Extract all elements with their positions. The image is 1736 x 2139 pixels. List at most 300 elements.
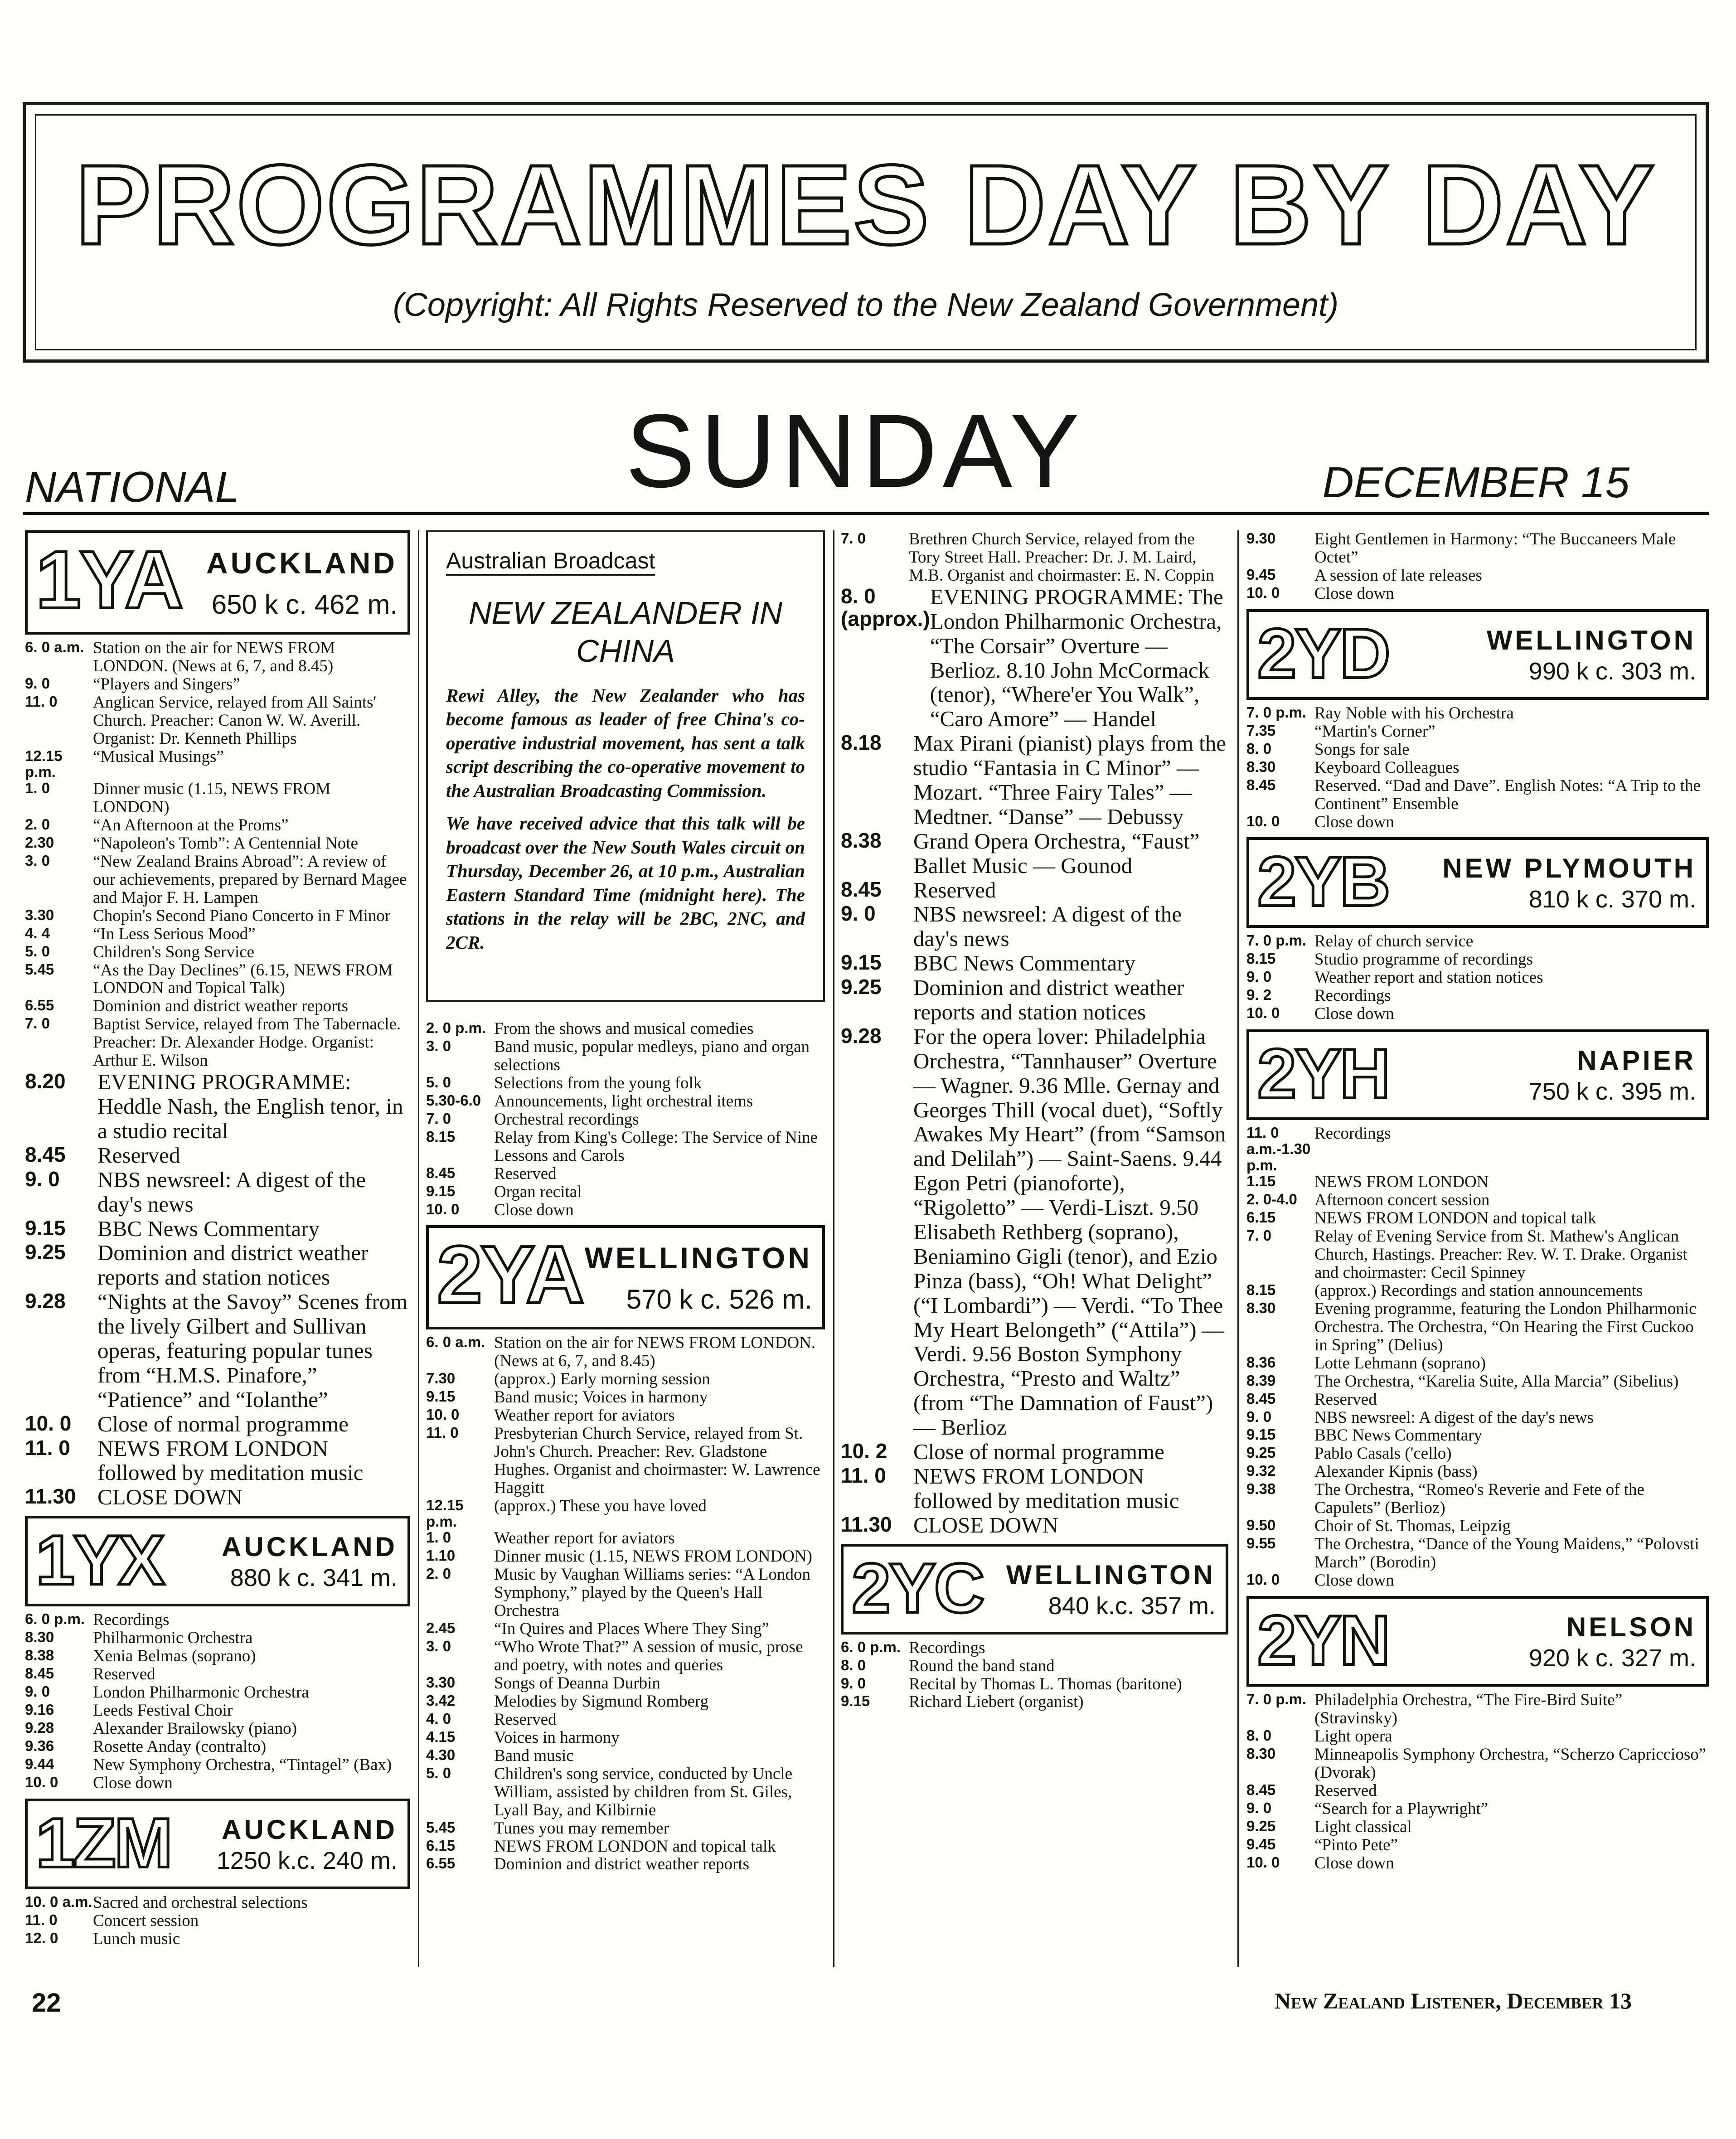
entry-text: Evening programme, featuring the London Philharmonic Orchestra. The Orchestra, “On Hearing the First Cuckoo in Spring” (Delius) — [1314, 1299, 1697, 1354]
schedule-entry — [25, 1756, 410, 1774]
entry-text: BBC News Commentary — [97, 1216, 320, 1241]
entry-time: 4.15 — [426, 1728, 456, 1745]
schedule-entry — [1246, 1445, 1709, 1463]
entry-text: Recordings — [1314, 986, 1391, 1005]
station-frequency: 840 k.c. 357 m. — [1048, 1592, 1216, 1620]
schedule-entry — [1246, 1300, 1709, 1354]
entry-text: Selections from the young folk — [494, 1073, 702, 1092]
station-call-sign: 2YD — [1257, 614, 1389, 693]
schedule-entry — [841, 878, 1228, 902]
entry-text: Children's song service, conducted by Uncle William, assisted by children from St. Giles, Lyall Bay, and Kilbirnie — [494, 1764, 793, 1819]
schedule-entry — [25, 1683, 410, 1702]
schedule-entry — [1246, 1854, 1709, 1872]
entry-text: “In Quires and Places Where They Sing” — [494, 1620, 769, 1639]
schedule-entry — [426, 1201, 825, 1219]
entry-text: CLOSE DOWN — [913, 1512, 1058, 1538]
entry-text: Minneapolis Symphony Orchestra, “Scherzo Capriccioso” (Dvorak) — [1314, 1745, 1707, 1782]
entry-text: Children's Song Service — [93, 942, 255, 961]
entry-time: 8.15 — [426, 1128, 456, 1145]
schedule-entry — [841, 1675, 1228, 1693]
entry-text: Richard Liebert (organist) — [909, 1693, 1084, 1712]
network-label: NATIONAL — [25, 463, 239, 511]
entry-time: 9. 0 — [1246, 968, 1272, 985]
entry-time: 11. 0 — [426, 1424, 459, 1441]
schedule-entry — [1246, 1782, 1709, 1800]
schedule-entry — [25, 816, 410, 834]
entry-text: Leeds Festival Choir — [93, 1701, 233, 1720]
schedule-entry — [426, 1620, 825, 1638]
entry-time: 7.30 — [426, 1370, 456, 1387]
schedule-entry — [25, 1241, 410, 1290]
schedule-entry — [426, 1729, 825, 1747]
entry-text: Close down — [494, 1200, 574, 1219]
schedule-entry — [1246, 1517, 1709, 1535]
entry-text: Songs of Deanna Durbin — [494, 1673, 660, 1693]
entry-text: Close of normal programme — [913, 1439, 1164, 1465]
entry-text: Reserved — [913, 877, 996, 902]
schedule-entry — [426, 1747, 825, 1765]
schedule-1zm — [25, 1894, 410, 1948]
entry-text: A session of late releases — [1314, 566, 1482, 585]
entry-text: Close down — [93, 1773, 173, 1792]
schedule-entry — [841, 731, 1228, 829]
promo-paragraph: We have received advice that this talk will be broadcast over the New South Wales circuit on Thursday, December 26, at 10 p.m., Australian Eastern Standard Time (midnight here). The stations in the relay will be 2BC, 2NC, and 2CR. — [446, 813, 805, 953]
schedule-entry — [1246, 1818, 1709, 1836]
schedule-entry — [1246, 530, 1709, 567]
schedule-entry — [1246, 741, 1709, 759]
station-box-1ya — [25, 530, 410, 635]
column-2 — [426, 530, 825, 1967]
entry-time: 8.39 — [1246, 1372, 1276, 1389]
station-box-2yh — [1246, 1029, 1709, 1120]
schedule-entry — [1246, 1373, 1709, 1391]
schedule-2yd — [1246, 704, 1709, 831]
entry-text: Reserved — [93, 1665, 155, 1684]
entry-time: 9.38 — [1246, 1480, 1276, 1498]
entry-time: 9.15 — [426, 1182, 456, 1199]
entry-time: 10. 0 — [1246, 812, 1280, 829]
schedule-entry — [841, 585, 1228, 731]
entry-time: 8. 0 (approx.) — [841, 584, 930, 631]
schedule-entry — [1246, 1282, 1709, 1300]
entry-text: BBC News Commentary — [1314, 1426, 1482, 1445]
entry-time: 3.30 — [426, 1673, 456, 1691]
schedule-entry — [426, 1165, 825, 1183]
entry-text: “Who Wrote That?” A session of music, prose and poetry, with notes and queries — [494, 1638, 803, 1674]
station-frequency: 750 k c. 395 m. — [1528, 1078, 1696, 1106]
station-city: WELLINGTON — [584, 1241, 812, 1275]
schedule-entry — [25, 675, 410, 694]
entry-time: 6. 0 a.m. — [426, 1334, 485, 1351]
entry-text: Reserved — [1314, 1781, 1377, 1800]
entry-time: 11. 0 a.m.-1.30 p.m. — [1246, 1124, 1311, 1174]
entry-time: 8.30 — [1246, 1745, 1276, 1762]
schedule-2yc — [841, 1639, 1228, 1712]
entry-time: 9.15 — [1246, 1426, 1276, 1443]
schedule-entry — [25, 907, 410, 925]
entry-text: Announcements, light orchestral items — [494, 1091, 753, 1111]
column-divider — [833, 530, 834, 1967]
schedule-entry — [1246, 1836, 1709, 1854]
schedule-entry — [25, 1485, 410, 1509]
schedule-entry — [1246, 1691, 1709, 1727]
station-call-sign: 1ZM — [36, 1803, 171, 1882]
schedule-entry — [1246, 1727, 1709, 1746]
entry-text: Weather report for aviators — [494, 1406, 675, 1425]
entry-time: 10. 0 — [1246, 1853, 1280, 1871]
schedule-entry — [25, 780, 410, 816]
station-frequency: 650 k c. 462 m. — [211, 589, 398, 620]
entry-text: Dinner music (1.15, NEWS FROM LONDON) — [93, 779, 331, 816]
schedule-entry — [1246, 759, 1709, 777]
entry-time: 7. 0 — [841, 530, 866, 547]
entry-time: 1.10 — [426, 1547, 456, 1564]
entry-text: “Pinto Pete” — [1314, 1835, 1398, 1854]
entry-time: 4.30 — [426, 1746, 456, 1763]
entry-time: 11. 0 — [25, 1911, 58, 1928]
entry-text: Dominion and district weather reports and station notices — [913, 975, 1184, 1024]
schedule-entry — [1246, 585, 1709, 603]
schedule-entry — [1246, 723, 1709, 741]
station-city: NELSON — [1566, 1612, 1696, 1643]
schedule-entry — [25, 639, 410, 675]
schedule-2yn — [1246, 1691, 1709, 1872]
entry-text: Concert session — [93, 1911, 199, 1930]
entry-time: 7. 0 — [426, 1110, 451, 1127]
entry-time: 5.45 — [426, 1819, 456, 1836]
entry-text: Recital by Thomas L. Thomas (baritone) — [909, 1674, 1182, 1693]
schedule-entry — [426, 1074, 825, 1092]
schedule-entry — [25, 853, 410, 907]
entry-text: NEWS FROM LONDON and topical talk — [494, 1837, 776, 1856]
entry-time: 6. 0 p.m. — [25, 1610, 85, 1628]
entry-text: Lunch music — [93, 1929, 180, 1948]
entry-text: EVENING PROGRAMME: Heddle Nash, the English tenor, in a studio recital — [97, 1069, 403, 1143]
schedule-entry — [1246, 1354, 1709, 1373]
column-3 — [841, 530, 1228, 1967]
entry-time: 8.20 — [25, 1069, 66, 1093]
entry-time: 5.45 — [25, 960, 54, 978]
entry-text: NEWS FROM LONDON and topical talk — [1314, 1209, 1596, 1228]
schedule-entry — [25, 1412, 410, 1436]
schedule-entry — [841, 1024, 1228, 1440]
entry-text: Eight Gentlemen in Harmony: “The Buccaneers Male Octet” — [1314, 530, 1676, 567]
entry-time: 10. 0 a.m. — [25, 1893, 92, 1910]
entry-text: “An Afternoon at the Proms” — [93, 815, 289, 834]
schedule-entry — [426, 1129, 825, 1165]
entry-time: 8.45 — [1246, 1781, 1276, 1798]
entry-time: 12. 0 — [25, 1929, 58, 1946]
station-call-sign: 1YX — [36, 1521, 163, 1600]
entry-time: 1. 0 — [25, 779, 50, 796]
schedule-entry — [25, 1738, 410, 1756]
entry-text: Weather report and station notices — [1314, 968, 1543, 987]
schedule-entry — [426, 1388, 825, 1407]
entry-text: Songs for sale — [1314, 740, 1410, 759]
entry-time: 10. 2 — [841, 1439, 887, 1463]
entry-text: Dominion and district weather reports — [494, 1855, 750, 1874]
schedule-entry — [426, 1547, 825, 1566]
schedule-entry — [1246, 704, 1709, 723]
entry-text: Recordings — [909, 1638, 985, 1657]
entry-text: Light opera — [1314, 1727, 1392, 1746]
entry-time: 5.30-6.0 — [426, 1091, 481, 1109]
entry-time: 9.45 — [1246, 566, 1276, 583]
entry-text: “Martin's Corner” — [1314, 722, 1435, 741]
entry-time: 8. 0 — [1246, 740, 1272, 757]
entry-text: Philadelphia Orchestra, “The Fire-Bird Suite” (Stravinsky) — [1314, 1691, 1623, 1727]
entry-time: 9.25 — [1246, 1817, 1276, 1834]
schedule-entry — [25, 961, 410, 998]
entry-time: 8. 0 — [841, 1656, 866, 1673]
entry-time: 9.25 — [25, 1240, 66, 1264]
schedule-entry — [1246, 1409, 1709, 1427]
station-box-1zm — [25, 1799, 410, 1889]
station-frequency: 880 k c. 341 m. — [230, 1564, 398, 1592]
schedule-entry — [426, 1855, 825, 1873]
entry-time: 3. 0 — [25, 852, 50, 869]
entry-time: 8.30 — [1246, 1299, 1276, 1316]
entry-time: 11.30 — [841, 1512, 892, 1536]
station-frequency: 990 k c. 303 m. — [1528, 657, 1696, 685]
station-city: WELLINGTON — [1486, 625, 1696, 655]
schedule-entry — [841, 1513, 1228, 1538]
entry-time: 8.45 — [426, 1164, 456, 1181]
schedule-entry — [25, 1290, 410, 1411]
schedule-entry — [25, 1702, 410, 1720]
schedule-entry — [25, 1070, 410, 1143]
schedule-entry — [426, 1334, 825, 1370]
entry-text: Dominion and district weather reports — [93, 997, 349, 1016]
schedule-entry — [25, 925, 410, 943]
entry-text: (approx.) Recordings and station announcements — [1314, 1281, 1643, 1300]
schedule-entry — [1246, 1481, 1709, 1517]
schedule-entry — [1246, 1005, 1709, 1023]
entry-time: 8.38 — [25, 1647, 54, 1664]
entry-time: 9. 0 — [25, 674, 50, 692]
entry-text: Afternoon concert session — [1314, 1191, 1490, 1210]
entry-text: “New Zealand Brains Abroad”: A review of our achievements, prepared by Bernard Magee and Major F. H. Lampen — [93, 852, 407, 907]
schedule-entry — [841, 902, 1228, 951]
entry-time: 9.50 — [1246, 1517, 1276, 1534]
entry-text: EVENING PROGRAMME: The London Philharmonic Orchestra, “The Corsair” Overture — Berlioz. 8.10 John McCormack (tenor), “Where'er You Walk”, “Caro Amore” — Handel — [930, 584, 1223, 732]
station-box-1yx — [25, 1516, 410, 1606]
schedule-entry — [426, 1407, 825, 1425]
entry-time: 9.15 — [841, 951, 882, 975]
entry-text: “Nights at the Savoy” Scenes from the lively Gilbert and Sullivan operas, featuring popular tunes from “H.M.S. Pinafore,” “Patience” and “Iolanthe” — [97, 1289, 408, 1412]
schedule-entry — [841, 1639, 1228, 1657]
schedule-entry — [1246, 1426, 1709, 1445]
entry-time: 11. 0 — [25, 693, 58, 710]
entry-text: Recordings — [93, 1610, 170, 1630]
schedule-entry — [426, 1425, 825, 1497]
entry-time: 1.15 — [1246, 1173, 1276, 1190]
station-city: WELLINGTON — [1006, 1559, 1216, 1590]
entry-time: 11. 0 — [25, 1436, 70, 1460]
entry-text: NBS newsreel: A digest of the day's news — [1314, 1408, 1594, 1427]
station-call-sign: 2YA — [437, 1229, 583, 1321]
entry-text: Round the band stand — [909, 1656, 1055, 1675]
entry-time: 8.30 — [25, 1629, 54, 1646]
entry-time: 6.55 — [25, 997, 54, 1014]
schedule-entry — [1246, 1463, 1709, 1481]
schedule-entry — [426, 1638, 825, 1674]
entry-time: 9.28 — [841, 1023, 882, 1048]
entry-text: Baptist Service, relayed from The Tabernacle. Preacher: Dr. Alexander Hodge. Organist: Arthur E. Wilson — [93, 1015, 401, 1070]
entry-text: Sacred and orchestral selections — [93, 1893, 308, 1912]
entry-time: 2.45 — [426, 1620, 456, 1637]
entry-text: Pablo Casals ('cello) — [1314, 1444, 1452, 1463]
schedule-entry — [426, 1092, 825, 1111]
entry-text: Alexander Kipnis (bass) — [1314, 1462, 1478, 1481]
entry-time: 6.15 — [1246, 1209, 1276, 1226]
entry-time: 1. 0 — [426, 1529, 451, 1546]
entry-time: 3.42 — [426, 1692, 456, 1709]
entry-text: “Musical Musings” — [93, 747, 224, 766]
entry-time: 10. 0 — [426, 1406, 460, 1423]
entry-time: 9.25 — [1246, 1444, 1276, 1461]
entry-text: Studio programme of recordings — [1314, 950, 1533, 969]
entry-text: The Orchestra, “Karelia Suite, Alla Marcia” (Sibelius) — [1314, 1372, 1679, 1391]
entry-time: 9.15 — [841, 1693, 870, 1710]
entry-time: 9. 0 — [25, 1167, 60, 1191]
entry-time: 9.55 — [1246, 1535, 1276, 1552]
schedule-entry — [426, 1693, 825, 1711]
entry-text: Presbyterian Church Service, relayed from St. John's Church. Preacher: Rev. Gladstone Hughes. Organist and choirmaster: W. Lawrence Haggitt — [494, 1424, 820, 1498]
schedule-entry — [1246, 567, 1709, 585]
schedule-entry — [1246, 1572, 1709, 1590]
schedule-entry — [25, 1912, 410, 1930]
entry-text: Philharmonic Orchestra — [93, 1629, 253, 1648]
entry-text: NEWS FROM LONDON followed by meditation music — [97, 1436, 364, 1485]
entry-text: New Symphony Orchestra, “Tintagel” (Bax) — [93, 1755, 392, 1774]
entry-text: Close down — [1314, 1571, 1394, 1590]
entry-time: 8.15 — [1246, 950, 1276, 967]
schedule-entry — [1246, 987, 1709, 1005]
schedule-entry — [25, 1611, 410, 1629]
entry-text: Light classical — [1314, 1817, 1412, 1836]
schedule-entry — [426, 1183, 825, 1201]
entry-text: Band music — [494, 1746, 574, 1765]
entry-time: 9. 2 — [1246, 986, 1272, 1004]
entry-time: 7. 0 — [25, 1015, 50, 1032]
copyright-notice: (Copyright: All Rights Reserved to the New Zealand Government) — [393, 287, 1339, 323]
entry-time: 10. 0 — [1246, 584, 1280, 601]
schedule-entry — [1246, 1391, 1709, 1409]
entry-time: 2. 0-4.0 — [1246, 1191, 1297, 1208]
entry-time: 11.30 — [25, 1484, 76, 1508]
station-box-2yd — [1246, 609, 1709, 700]
entry-text: Brethren Church Service, relayed from the Tory Street Hall. Preacher: Dr. J. M. Laird, M.B. Organist and choirmaster: E. N. Coppin — [909, 530, 1214, 585]
promo-header: Australian Broadcast — [446, 548, 655, 576]
entry-time: 10. 0 — [1246, 1571, 1280, 1588]
entry-time: 3. 0 — [426, 1037, 451, 1054]
column-divider — [418, 530, 419, 1967]
entry-time: 6. 0 p.m. — [841, 1638, 901, 1655]
banner-title: PROGRAMMES DAY BY DAY — [75, 141, 1656, 268]
schedule-entry — [25, 997, 410, 1015]
entry-text: Chopin's Second Piano Concerto in F Minor — [93, 906, 391, 925]
entry-text: Melodies by Sigmund Romberg — [494, 1692, 709, 1711]
entry-text: Close down — [1314, 1004, 1394, 1023]
entry-text: Tunes you may remember — [494, 1819, 669, 1838]
schedule-entry — [25, 1217, 410, 1241]
entry-time: 9. 0 — [841, 1674, 866, 1692]
entry-time: 9.25 — [841, 975, 882, 999]
entry-text: “As the Day Declines” (6.15, NEWS FROM LONDON and Topical Talk) — [93, 960, 393, 998]
schedule-entry — [841, 1440, 1228, 1464]
entry-text: Reserved — [494, 1710, 557, 1729]
column-divider — [1237, 530, 1239, 1967]
schedule-entry — [25, 1894, 410, 1912]
entry-text: Close down — [1314, 584, 1394, 603]
schedule-entry — [426, 1038, 825, 1074]
schedule-entry — [841, 530, 1228, 585]
schedule-entry — [25, 1647, 410, 1665]
schedule-entry — [25, 1436, 410, 1485]
entry-text: Organ recital — [494, 1182, 582, 1201]
promo-title: NEW ZEALANDER IN CHINA — [468, 595, 783, 669]
entry-time: 9.28 — [25, 1289, 66, 1313]
entry-text: NEWS FROM LONDON — [1314, 1173, 1489, 1192]
date-heading: DECEMBER 15 — [1322, 458, 1629, 507]
entry-text: Relay of church service — [1314, 932, 1474, 951]
station-frequency: 1250 k.c. 240 m. — [216, 1847, 398, 1874]
entry-text: Station on the air for NEWS FROM LONDON. (News at 6, 7, and 8.45) — [93, 639, 335, 675]
schedule-entry — [426, 1111, 825, 1129]
entry-text: Rosette Anday (contralto) — [93, 1737, 267, 1756]
schedule-2yc-cont — [1246, 530, 1709, 603]
schedule-after-promo — [426, 1020, 825, 1219]
schedule-2ya-cont — [841, 530, 1228, 585]
schedule-entry — [841, 951, 1228, 975]
entry-time: 6. 0 a.m. — [25, 639, 84, 655]
schedule-entry — [426, 1020, 825, 1038]
entry-text: Xenia Belmas (soprano) — [93, 1647, 256, 1666]
day-heading: SUNDAY — [626, 393, 1085, 509]
schedule-entry — [1246, 1125, 1709, 1173]
entry-time: 8.45 — [1246, 1390, 1276, 1407]
entry-text: Band music; Voices in harmony — [494, 1388, 708, 1407]
entry-time: 9.28 — [25, 1719, 54, 1736]
entry-text: BBC News Commentary — [913, 951, 1135, 976]
station-frequency: 570 k c. 526 m. — [626, 1284, 812, 1315]
entry-time: 2.30 — [25, 834, 54, 851]
entry-time: 5. 0 — [25, 942, 50, 960]
entry-time: 9. 0 — [841, 902, 876, 926]
entry-text: “Players and Singers” — [93, 674, 240, 694]
entry-text: (approx.) Early morning session — [494, 1370, 710, 1389]
schedule-entry — [1246, 1746, 1709, 1782]
entry-time: 7. 0 p.m. — [1246, 703, 1307, 721]
header-rule — [23, 512, 1709, 515]
entry-text: Close down — [1314, 1853, 1394, 1872]
entry-text: NBS newsreel: A digest of the day's news — [913, 902, 1182, 951]
page-number: 22 — [32, 1988, 61, 2018]
entry-time: 9.15 — [25, 1216, 66, 1240]
entry-time: 9.36 — [25, 1737, 54, 1754]
entry-time: 7. 0 — [1246, 1227, 1272, 1244]
station-city: NEW PLYMOUTH — [1442, 853, 1696, 884]
entry-time: 5. 0 — [426, 1073, 451, 1091]
title-banner — [23, 102, 1709, 363]
station-box-2ya — [426, 1225, 825, 1329]
entry-time: 9.15 — [426, 1388, 456, 1405]
entry-text: Close of normal programme — [97, 1411, 349, 1436]
entry-time: 10. 0 — [426, 1200, 460, 1217]
entry-text: Reserved — [97, 1142, 180, 1168]
schedule-entry — [426, 1370, 825, 1388]
